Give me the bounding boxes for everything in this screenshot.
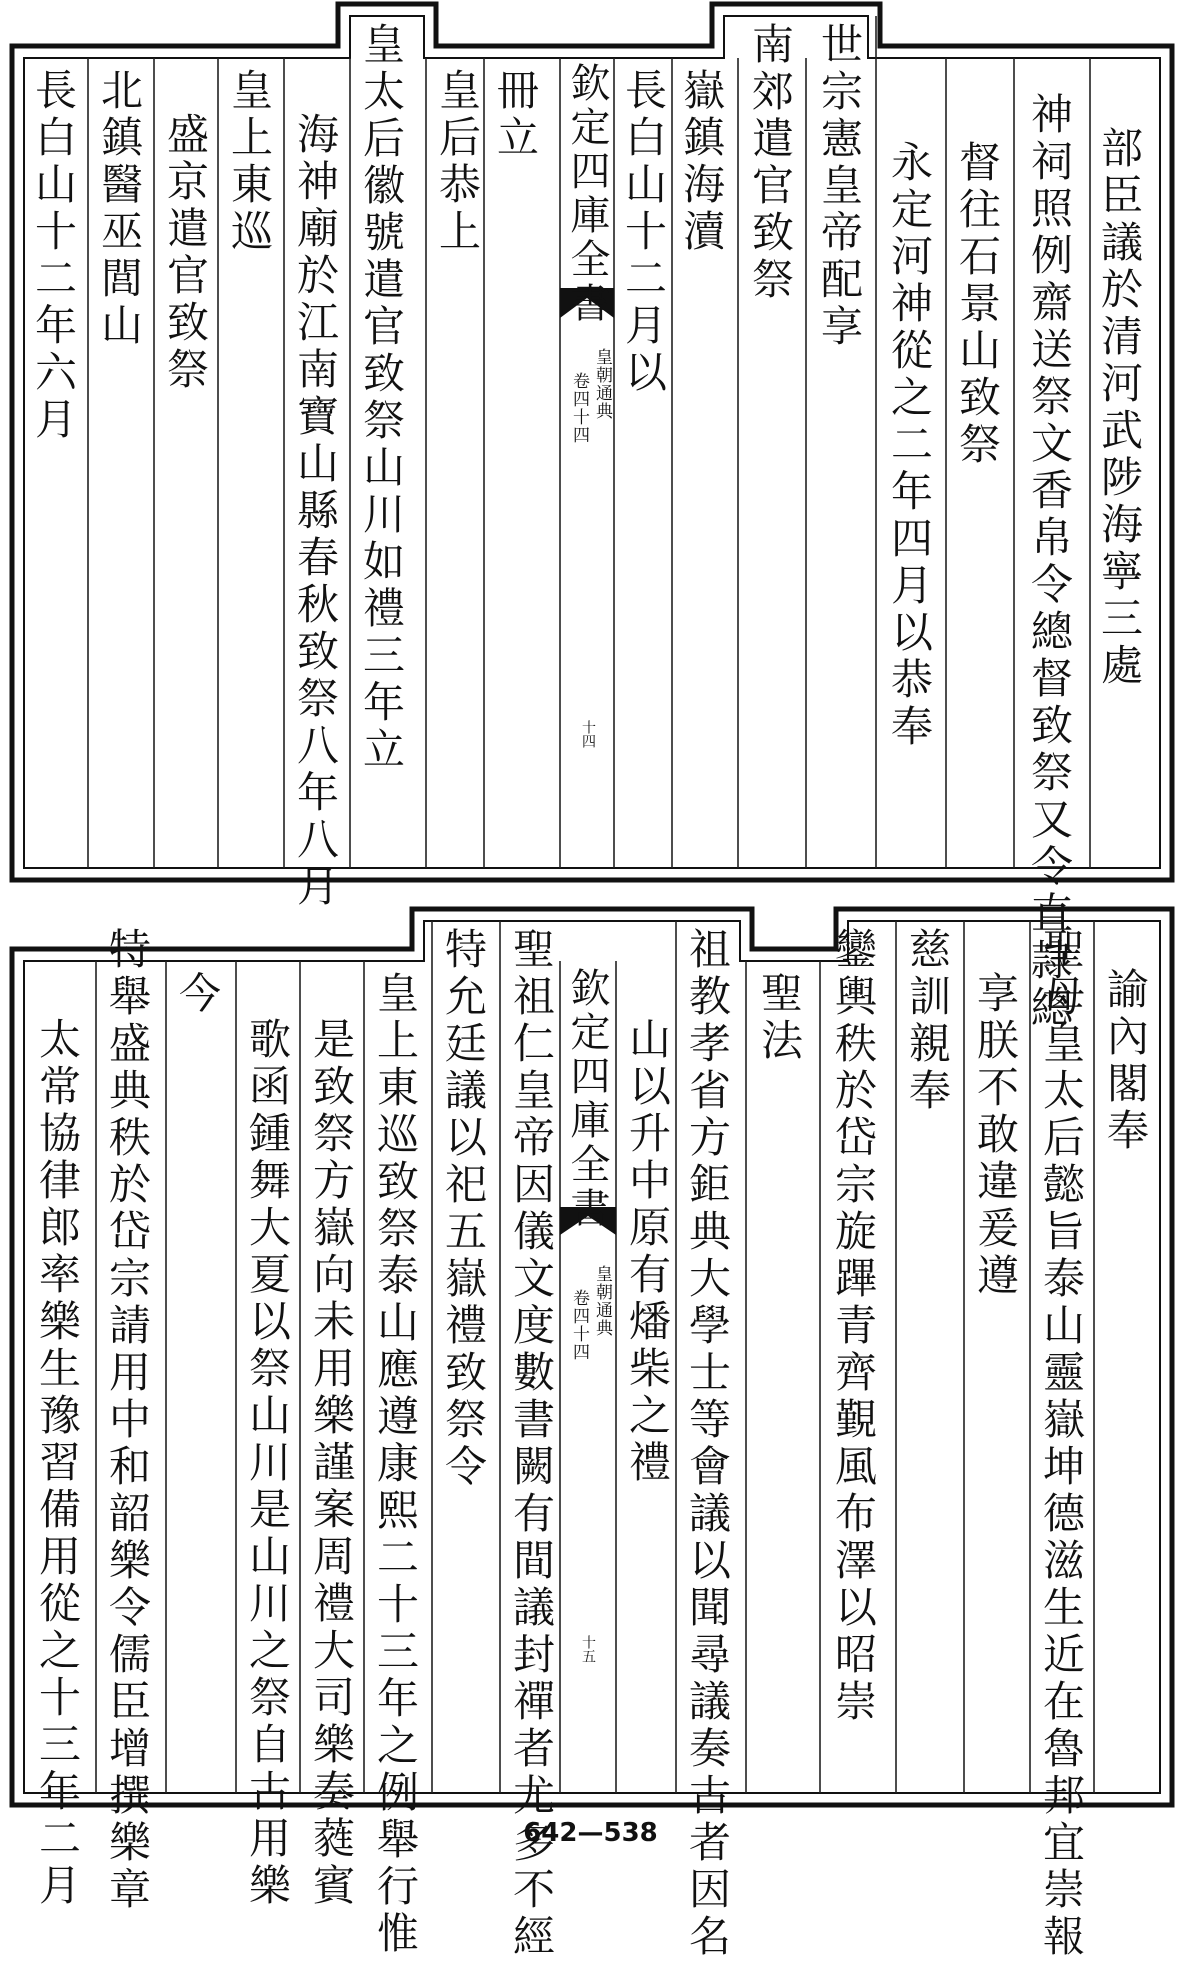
text-column: 皇上東巡致祭泰山應遵康熙二十三年之例舉行惟 bbox=[371, 971, 420, 1958]
text-column: 皇上東巡 bbox=[225, 68, 274, 256]
center-title: 欽定四庫全書 bbox=[564, 967, 610, 1231]
text-column: 南郊遣官致祭 bbox=[746, 22, 795, 304]
text-column: 鑾輿秩於岱宗旋蹕青齊覲風布澤以昭崇 bbox=[829, 927, 878, 1726]
text-column: 諭內閣奉 bbox=[1101, 967, 1150, 1155]
text-column: 盛京遣官致祭 bbox=[161, 112, 210, 394]
text-column: 慈訓親奉 bbox=[903, 927, 952, 1115]
text-column: 北鎮醫巫閭山 bbox=[95, 68, 144, 350]
text-column: 部臣議於清河武陟海寧三處 bbox=[1095, 126, 1144, 690]
text-column: 今 bbox=[173, 971, 222, 1018]
text-column: 是致祭方嶽向未用樂謹案周禮大司樂奏蕤賓 bbox=[307, 1017, 356, 1910]
center-volume: 卷四十四 bbox=[569, 1289, 589, 1361]
text-column: 聖母皇太后懿旨泰山靈嶽坤德滋生近在魯邦宜崇報 bbox=[1037, 927, 1086, 1961]
text-column: 山以升中原有燔柴之禮 bbox=[623, 1017, 672, 1487]
center-title: 欽定四庫全書 bbox=[564, 62, 610, 326]
center-book-name: 皇朝通典 bbox=[592, 348, 612, 420]
text-column: 歌函鍾舞大夏以祭山川是山川之祭自古用樂 bbox=[243, 1017, 292, 1910]
text-column: 皇后恭上 bbox=[433, 68, 482, 256]
text-column: 特舉盛典秩於岱宗請用中和韶樂令儒臣增撰樂章 bbox=[103, 927, 152, 1914]
text-column: 冊立 bbox=[491, 68, 540, 162]
text-column: 皇太后徽號遣官致祭山川如禮三年立 bbox=[357, 22, 406, 774]
footer-page-code: 642—538 bbox=[523, 1818, 658, 1848]
text-column: 聖祖仁皇帝因儀文度數書闕有間議封禪者尤多不經 bbox=[507, 927, 556, 1961]
center-book-name: 皇朝通典 bbox=[592, 1265, 612, 1337]
page-number: 十四 bbox=[580, 720, 596, 748]
text-column: 神祠照例齋送祭文香帛令總督致祭又令直隷總 bbox=[1025, 92, 1074, 1032]
text-column: 嶽鎮海瀆 bbox=[677, 68, 726, 256]
text-column: 海神廟於江南寶山縣春秋致祭八年八月 bbox=[291, 112, 340, 911]
text-column: 聖法 bbox=[755, 971, 804, 1065]
page-number: 十五 bbox=[580, 1635, 596, 1663]
text-column: 世宗憲皇帝配享 bbox=[815, 22, 864, 351]
center-volume: 卷四十四 bbox=[569, 372, 589, 444]
text-column: 長白山十二年六月 bbox=[29, 68, 78, 444]
text-column: 督往石景山致祭 bbox=[953, 140, 1002, 469]
text-column: 永定河神從之二年四月以恭奉 bbox=[885, 140, 934, 751]
text-column: 太常協律郎率樂生豫習備用從之十三年二月 bbox=[33, 1017, 82, 1910]
text-column: 祖教孝省方鉅典大學士等會議以聞尋議奏古者因名 bbox=[683, 927, 732, 1961]
text-column: 長白山十二月以 bbox=[619, 68, 668, 397]
text-column: 特允廷議以祀五嶽禮致祭令 bbox=[439, 927, 488, 1491]
text-column: 享朕不敢違爰遵 bbox=[971, 971, 1020, 1300]
